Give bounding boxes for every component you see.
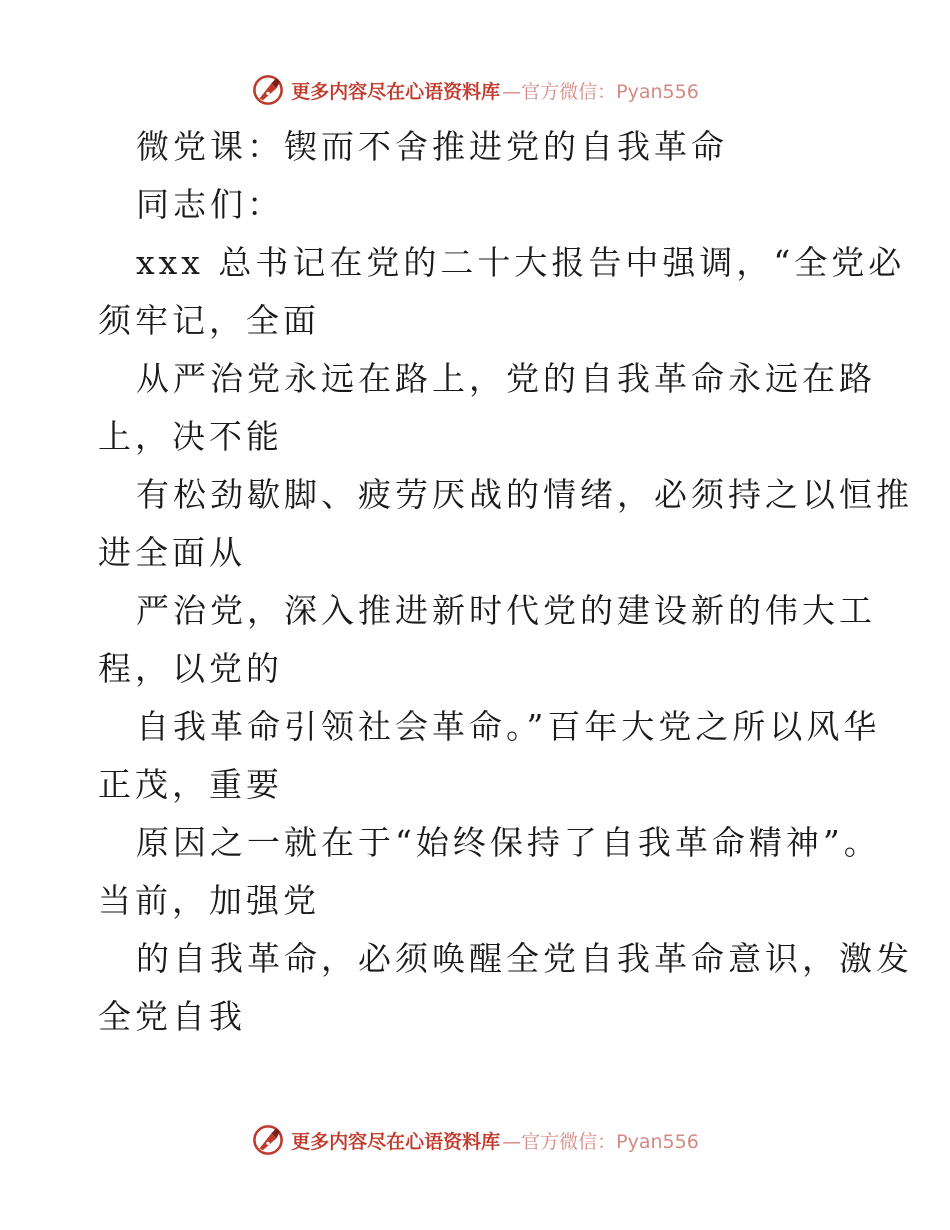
salutation: 同志们： <box>136 185 284 224</box>
banner-lead-text: 更多内容尽在心语资料库 <box>291 80 501 103</box>
body-line: 正茂，重要 <box>98 765 283 804</box>
body-line: 程，以党的 <box>98 649 283 688</box>
body-line: 当前，加强党 <box>98 881 320 920</box>
footer-banner <box>0 1120 950 1160</box>
banner-lead-text: 更多内容尽在心语资料库 <box>291 1130 501 1153</box>
banner-wechat-text: —官方微信：Pyan556 <box>502 80 699 103</box>
body-line: 严治党，深入推进新时代党的建设新的伟大工 <box>136 591 876 630</box>
body-line: 全党自我 <box>98 997 246 1036</box>
pen-nib-logo-icon <box>251 1123 285 1157</box>
body-line: 原因之一就在于“始终保持了自我革命精神”。 <box>136 823 881 862</box>
body-line: 上，决不能 <box>98 417 283 456</box>
banner-wechat-text: —官方微信：Pyan556 <box>502 1130 699 1153</box>
body-line: 进全面从 <box>98 533 246 572</box>
header-banner <box>0 70 950 110</box>
body-line: 从严治党永远在路上，党的自我革命永远在路 <box>136 359 876 398</box>
pen-nib-logo-icon <box>251 73 285 107</box>
body-line: 的自我革命，必须唤醒全党自我革命意识，激发 <box>136 939 913 978</box>
body-line: xxx 总书记在党的二十大报告中强调，“全党必 <box>136 243 906 282</box>
body-line: 须牢记，全面 <box>98 301 320 340</box>
body-line: 有松劲歇脚、疲劳厌战的情绪，必须持之以恒推 <box>136 475 913 514</box>
document-body <box>98 118 913 1046</box>
body-line: 自我革命引领社会革命。”百年大党之所以风华 <box>136 707 881 746</box>
document-title: 微党课：锲而不舍推进党的自我革命 <box>136 127 728 166</box>
